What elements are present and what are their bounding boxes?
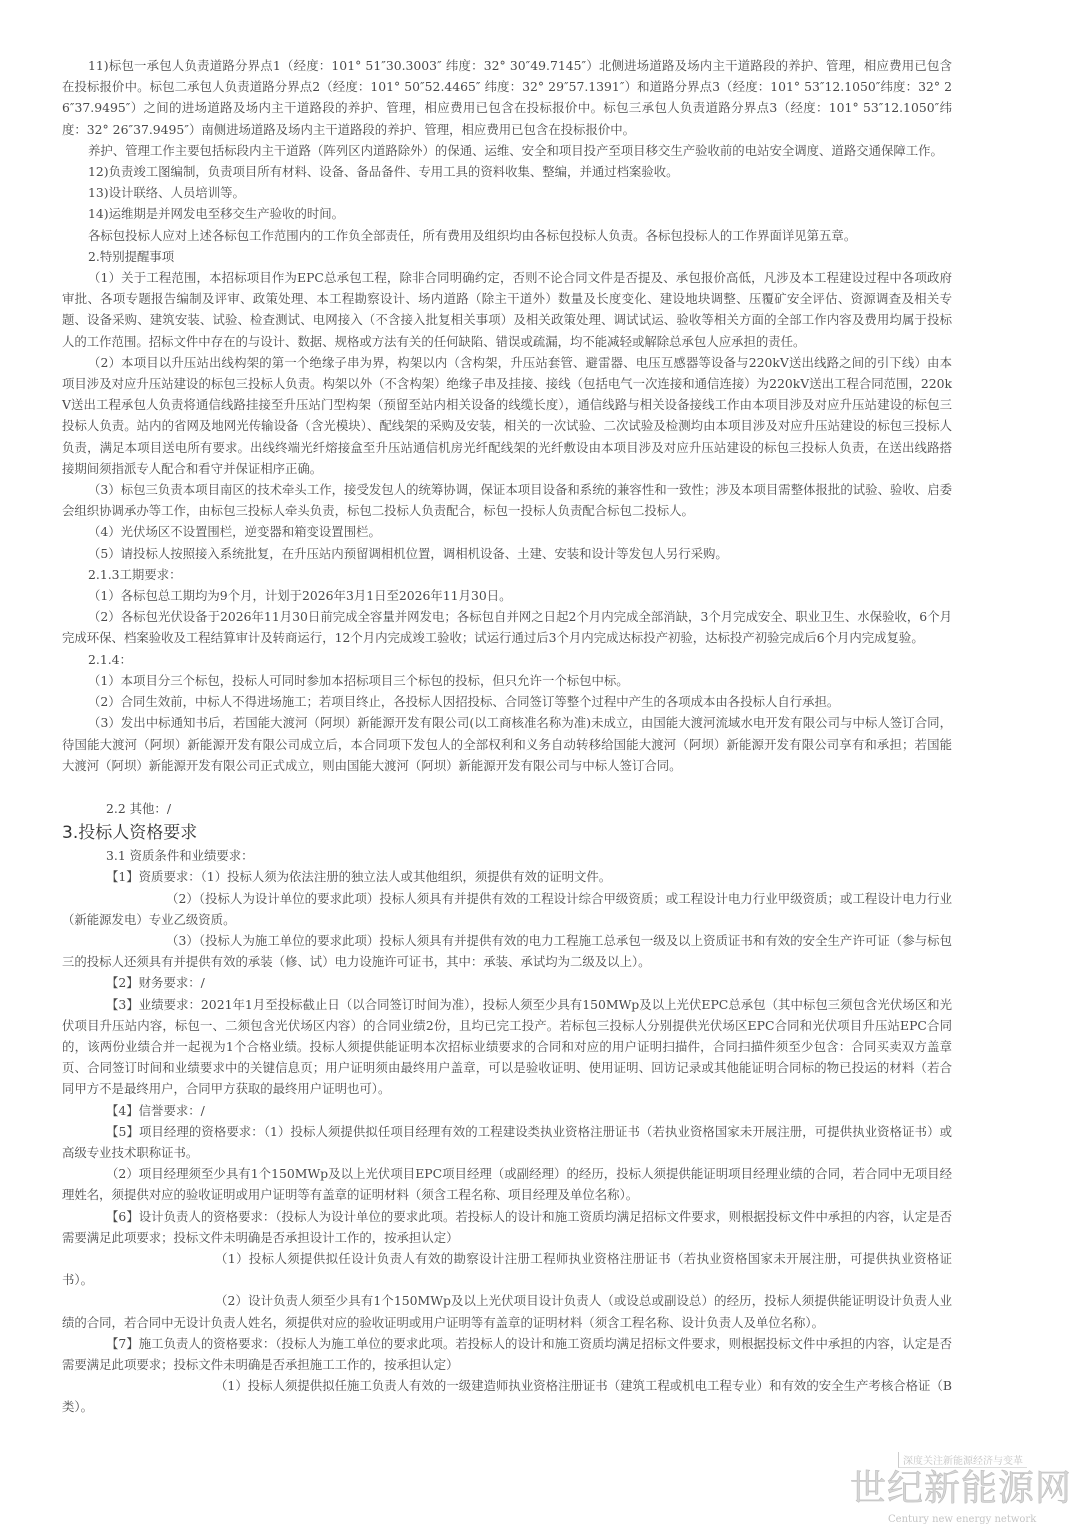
paragraph: （2）（投标人为设计单位的要求此项）投标人须具有并提供有效的工程设计综合甲级资质；或工程设计电力行业甲级资质；或工程设计电力行业（新能源发电）专业乙级资质。	[62, 890, 952, 927]
paragraph: （3）（投标人为施工单位的要求此项）投标人须具有并提供有效的电力工程施工总承包一级及以上资质证书和有效的安全生产许可证（参与标包三的投标人还须具有并提供有效的承装（修、试）电力设施许可证书，其中：承装、承试均为二级及以上）。	[62, 932, 952, 970]
watermark-slogan: 深度关注新能源经济与变革	[898, 1452, 1027, 1468]
paragraph: 2.特别提醒事项	[88, 248, 175, 264]
paragraph: 2.1.3工期要求：	[88, 566, 182, 582]
paragraph: 11)标包一承包人负责道路分界点1（经度：101° 51″30.3003″ 纬度：32° 30″49.7145″）北侧进场道路及场内主干道路段的养护、管理，相应费用已包含在投标报价中。标包二承包人负责道路分界点2（经度：101° 50″52.4465″ 纬度：32° 29″57.1391″）和道路分界点3（经度：101° 53″12.1050″纬度：32° 26″37.9495″）之间的进场道路及场内主干道路段的养护、管理，相应费用已包含在投标报价中。标包三承包人负责道路分界点3（经度：101° 53″12.1050″纬度：32° 26″37.9495″）南侧进场道路及场内主干道路段的养护、管理，相应费用已包含在投标报价中。	[62, 58, 952, 137]
paragraph: 【1】资质要求：（1）投标人须为依法注册的独立法人或其他组织，须提供有效的证明文件。	[106, 869, 612, 885]
paragraph: （2）本项目以升压站出线构架的第一个绝缘子串为界，构架以内（含构架，升压站套管、避雷器、电压互感器等设备与220kV送出线路之间的引下线）由本项目涉及对应升压站建设的标包三投标人负责。构架以外（不含构架）绝缘子串及挂接、接线（包括电气一次连接和通信连接）为220kV送出工程合同范围，220kV送出工程承包人负责将通信线路挂接至升压站门型构架（预留至站内相关设备的线缆长度），通信线路与相关设备接线工作由本项目涉及对应升压站建设的标包三投标人负责。站内的省网及地网光传输设备（含光模块）、配线架的采购及安装，相关的一次试验、二次试验及检测均由本项目涉及对应升压站建设的标包三投标人负责，满足本项目送电所有要求。出线终端光纤熔接盒至升压站通信机房光纤配线架的光纤敷设由本项目涉及对应升压站建设的标包三投标人负责，在送出线路搭接期间须指派专人配合和看守并保证相序正确。	[62, 354, 952, 476]
paragraph: 【4】信誉要求：/	[106, 1102, 205, 1118]
section-heading: 3.投标人资格要求	[62, 823, 198, 844]
paragraph: （5）请投标人按照接入系统批复，在升压站内预留调相机位置，调相机设备、土建、安装和设计等发包人另行采购。	[88, 545, 728, 561]
paragraph: （1）本项目分三个标包，投标人可同时参加本招标项目三个标包的投标，但只允许一个标包中标。	[88, 672, 629, 688]
paragraph: 【5】项目经理的资格要求：（1）投标人须提供拟任项目经理有效的工程建设类执业资格注册证书（若执业资格国家未开展注册，可提供执业资格证书）或高级专业技术职称证书。	[62, 1123, 952, 1160]
paragraph: 13)设计联络、人员培训等。	[88, 185, 245, 201]
paragraph: 14)运维期是并网发电至移交生产验收的时间。	[88, 206, 345, 222]
paragraph: （2）设计负责人须至少具有1个150MWp及以上光伏项目设计负责人（或设总或副设总）的经历，投标人须提供能证明设计负责人业绩的合同，若合同中无设计负责人姓名，须提供对应的验收证明或用户证明等有盖章的证明材料（须含工程名称、设计负责人及单位名称）。	[62, 1293, 952, 1330]
paragraph: 【2】财务要求：/	[106, 975, 205, 991]
spacer	[62, 776, 952, 798]
paragraph: 【6】设计负责人的资格要求：（投标人为设计单位的要求此项。若投标人的设计和施工资质均满足招标文件要求，则根据投标文件中承担的内容，认定是否需要满足此项要求；投标文件未明确是否承担设计工作的，按承担认定）	[62, 1208, 952, 1245]
paragraph: （1）投标人须提供拟任施工负责人有效的一级建造师执业资格注册证书（建筑工程或机电工程专业）和有效的安全生产考核合格证（B类）。	[62, 1378, 952, 1415]
paragraph: 【3】业绩要求：2021年1月至投标截止日（以合同签订时间为准），投标人须至少具有150MWp及以上光伏EPC总承包（其中标包三须包含光伏场区和光伏项目升压站内容，标包一、二须包含光伏场区内容）的合同业绩2份，且均已完工投产。若标包三投标人分别提供光伏场区EPC合同和光伏项目升压站EPC合同的，该两份业绩合并一起视为1个合格业绩。投标人须提供能证明本次招标业绩要求的合同和对应的用户证明扫描件，合同扫描件须至少包含：合同买卖双方盖章页、合同签订时间和业绩要求中的关键信息页；用户证明须由最终用户盖章，可以是验收证明、使用证明、回访记录或其他能证明合同标的物已投运的材料（若合同甲方不是最终用户，合同甲方获取的最终用户证明也可）。	[62, 996, 952, 1097]
paragraph: （2）项目经理须至少具有1个150MWp及以上光伏项目EPC项目经理（或副经理）的经历，投标人须提供能证明项目经理业绩的合同，若合同中无项目经理姓名，须提供对应的验收证明或用户证明等有盖章的证明材料（须含工程名称、项目经理及单位名称）。	[62, 1166, 952, 1203]
document-body	[62, 55, 952, 1418]
paragraph: 【7】施工负责人的资格要求：（投标人为施工单位的要求此项。若投标人的设计和施工资质均满足招标文件要求，则根据投标文件中承担的内容，认定是否需要满足此项要求；投标文件未明确是否承担施工工作的，按承担认定）	[62, 1335, 952, 1372]
paragraph: （3）标包三负责本项目南区的技术牵头工作，接受发包人的统筹协调，保证本项目设备和系统的兼容性和一致性；涉及本项目需整体报批的试验、验收、启委会组织协调承办等工作，由标包三投标人牵头负责，标包二投标人负责配合，标包一投标人负责配合标包二投标人。	[62, 482, 952, 519]
paragraph: 2.1.4：	[88, 651, 132, 667]
paragraph: 12)负责竣工图编制，负责项目所有材料、设备、备品备件、专用工具的资料收集、整编，并通过档案验收。	[88, 164, 679, 180]
paragraph: 养护、管理工作主要包括标段内主干道路（阵列区内道路除外）的保通、运维、安全和项目投产至项目移交生产验收前的电站安全调度、道路交通保障工作。	[88, 142, 943, 158]
paragraph: （4）光伏场区不设置围栏，逆变器和箱变设置围栏。	[88, 524, 381, 540]
paragraph: 3.1 资质条件和业绩要求：	[106, 848, 254, 864]
paragraph: （3）发出中标通知书后，若国能大渡河（阿坝）新能源开发有限公司(以工商核准名称为准)未成立，由国能大渡河流域水电开发有限公司与中标人签订合同，待国能大渡河（阿坝）新能源开发有限公司成立后，本合同项下发包人的全部权利和义务自动转移给国能大渡河（阿坝）新能源开发有限公司享有和承担；若国能大渡河（阿坝）新能源开发有限公司正式成立，则由国能大渡河（阿坝）新能源开发有限公司与中标人签订合同。	[62, 715, 952, 773]
paragraph: （2）各标包光伏设备于2026年11月30日前完成全容量并网发电；各标包自并网之日起2个月内完成全部消缺，3个月完成安全、职业卫生、水保验收，6个月完成环保、档案验收及工程结算审计及转商运行，12个月内完成竣工验收；试运行通过后3个月内完成达标投产初验，达标投产初验完成后6个月内完成复验。	[62, 609, 952, 646]
watermark-name: 世纪新能源网	[850, 1468, 1073, 1509]
paragraph: （1）投标人须提供拟任设计负责人有效的勘察设计注册工程师执业资格注册证书（若执业资格国家未开展注册，可提供执业资格证书）。	[62, 1250, 952, 1288]
watermark-english: Century new energy network	[888, 1514, 1037, 1525]
paragraph: （2）合同生效前，中标人不得进场施工；若项目终止，各投标人因招投标、合同签订等整个过程中产生的各项成本由各投标人自行承担。	[88, 694, 840, 710]
paragraph: 各标包投标人应对上述各标包工作范围内的工作负全部责任，所有费用及组织均由各标包投标人负责。各标包投标人的工作界面详见第五章。	[88, 227, 857, 243]
paragraph: 2.2 其他：/	[106, 800, 171, 816]
watermark-logo	[846, 1452, 1080, 1528]
paragraph: （1）各标包总工期均为9个月，计划于2026年3月1日至2026年11月30日。	[88, 588, 512, 604]
paragraph: （1）关于工程范围，本招标项目作为EPC总承包工程，除非合同明确约定，否则不论合同文件是否提及、承包报价高低，凡涉及本工程建设过程中各项政府审批、各项专题报告编制及评审、政策处理、本工程勘察设计、场内道路（除主干道外）数量及长度变化、建设地块调整、压覆矿安全评估、资源调查及相关专题、设备采购、建筑安装、试验、检查测试、电网接入（不含接入批复相关事项）及相关政策处理、调试试运、验收等相关方面的全部工作内容及费用均属于投标人的工作范围。招标文件中存在的与设计、数据、规格或方法有关的任何缺陷、错误或疏漏，均不能减轻或解除总承包人应承担的责任。	[62, 270, 952, 349]
